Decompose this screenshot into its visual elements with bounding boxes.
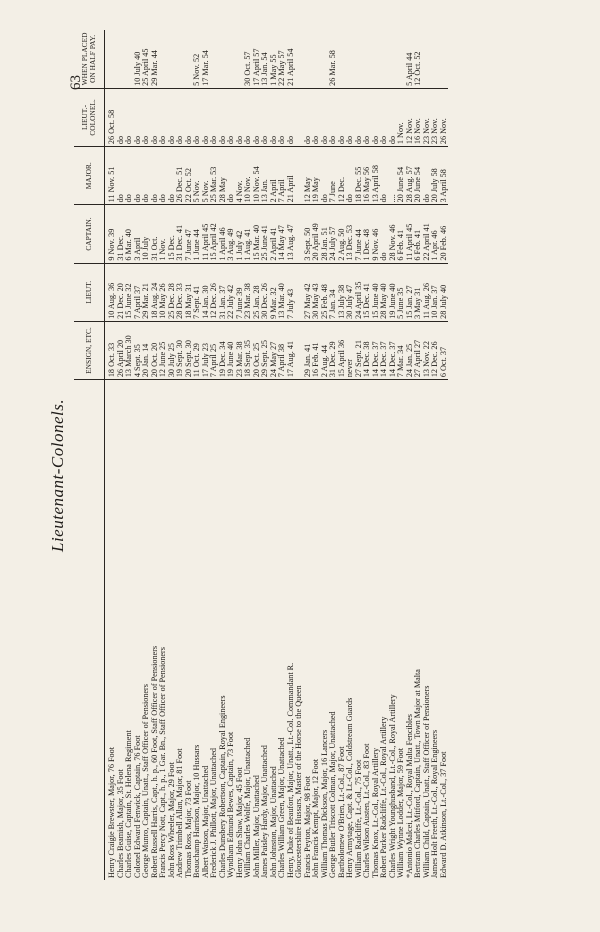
date-major: 26 Dec. 51 xyxy=(176,147,185,205)
date-halfpay xyxy=(389,30,398,88)
date-major: 25 Mar. 53 xyxy=(210,147,219,205)
officer-name: Colonel Edward Fenwick, Captain, 76 Foot xyxy=(132,735,142,878)
date-major: 4 Nov. xyxy=(236,147,245,205)
col-header-officer xyxy=(74,380,105,880)
date-halfpay xyxy=(117,30,126,88)
date-ensign: 14 Dec. 37 xyxy=(389,321,398,379)
officer-name-cell xyxy=(440,380,449,880)
date-captain: 31 Dec. 41 xyxy=(176,205,185,263)
date-captain: 9 Nov. 39 xyxy=(105,205,117,263)
date-major: 5 Nov. xyxy=(202,147,211,205)
date-halfpay: 26 Mar. 58 xyxy=(329,30,338,88)
date-ltcol: do xyxy=(193,88,202,146)
date-ltcol: do xyxy=(355,88,364,146)
table-row xyxy=(244,30,253,880)
date-ltcol: 16 Nov. xyxy=(414,88,423,146)
table-body xyxy=(105,30,449,880)
date-halfpay xyxy=(380,30,389,88)
date-ltcol: do xyxy=(151,88,160,146)
date-ensign: 24 Jan. 25 xyxy=(406,321,415,379)
date-major: 12 Dec. xyxy=(338,147,347,205)
date-ltcol: do xyxy=(346,88,355,146)
date-ltcol: do xyxy=(312,88,321,146)
date-major: 28 Aug. 57 xyxy=(406,147,415,205)
date-ensign: 29 Sept. 25 xyxy=(261,321,270,379)
date-captain: 7 June 44 xyxy=(355,205,364,263)
officer-name: Beauchamp Harrison, Major, 10 Hussars xyxy=(192,744,202,878)
table-row xyxy=(346,30,355,880)
date-lieut: 7 Jan. 34 xyxy=(329,263,338,321)
date-major: 12 May xyxy=(304,147,313,205)
date-halfpay xyxy=(372,30,381,88)
date-captain: 11 April 45 xyxy=(406,205,415,263)
date-ensign: 20 Oct. 25 xyxy=(253,321,262,379)
date-halfpay xyxy=(423,30,432,88)
date-ltcol: do xyxy=(380,88,389,146)
date-major: do xyxy=(423,147,432,205)
date-ensign: 6 Oct. 37 xyxy=(440,321,449,379)
date-major: 20 June 54 xyxy=(397,147,406,205)
date-captain: 31 Dec. xyxy=(117,205,126,263)
date-ensign: 20 Jan. 14 xyxy=(142,321,151,379)
col-header-lieut: LIEUT. xyxy=(74,263,105,321)
date-halfpay xyxy=(431,30,440,88)
date-ensign: 26 April 20 xyxy=(117,321,126,379)
officer-name: George Butler Triscott Colman, Major, Unattached xyxy=(328,711,338,878)
date-ltcol: do xyxy=(117,88,126,146)
date-lieut: 13 Mar. 40 xyxy=(278,263,287,321)
table-row xyxy=(227,30,236,880)
date-captain: 31 Oct. xyxy=(151,205,160,263)
date-ltcol: do xyxy=(134,88,143,146)
date-captain: do xyxy=(380,205,389,263)
date-captain: 3 April xyxy=(134,205,143,263)
date-ensign: 29 Jan. 41 xyxy=(304,321,313,379)
date-captain: 11 April 45 xyxy=(202,205,211,263)
date-ensign: 24 May 27 xyxy=(270,321,279,379)
date-ensign: 7 April 25 xyxy=(210,321,219,379)
date-captain: 13 Aug. 47 xyxy=(287,205,296,263)
date-ensign: 14 Dec. 37 xyxy=(372,321,381,379)
date-ensign: 15 April 36 xyxy=(338,321,347,379)
date-lieut: 30 Dec. 26 xyxy=(261,263,270,321)
officer-name: Thomas Knox, Lt.-Col., Royal Artillery xyxy=(370,747,380,878)
date-major: do xyxy=(125,147,134,205)
date-ensign: 30 July 25 xyxy=(168,321,177,379)
date-lieut: 25 Jan. 28 xyxy=(253,263,262,321)
date-lieut: 10 May 26 xyxy=(159,263,168,321)
date-lieut: 9 Mar. 32 xyxy=(270,263,279,321)
date-captain: 14 May 47 xyxy=(278,205,287,263)
date-major: 28 May xyxy=(219,147,228,205)
date-halfpay xyxy=(210,30,219,88)
date-major: do xyxy=(151,147,160,205)
date-major: 16 May 56 xyxy=(363,147,372,205)
date-major: 10 Nov. 54 xyxy=(253,147,262,205)
date-lieut: 7 July 43 xyxy=(287,263,296,321)
date-lieut: 30 July 47 xyxy=(346,263,355,321)
officer-name: Charles Wilson Austen, Lt.-Col., 83 Foot xyxy=(362,743,372,878)
table-row xyxy=(440,30,449,880)
date-halfpay: 1 May 55 xyxy=(270,30,279,88)
date-halfpay xyxy=(440,30,449,88)
date-major: do xyxy=(142,147,151,205)
date-major: .... xyxy=(389,147,398,205)
date-halfpay xyxy=(304,30,313,88)
officer-name: George Munro, Captain, Unatt., Staff Officer of Pensioners xyxy=(141,684,151,878)
date-captain: 1 July 42 xyxy=(236,205,245,263)
date-ltcol: do xyxy=(389,88,398,146)
date-lieut: 11 Aug. 26 xyxy=(423,263,432,321)
officer-name: Francis Peyton, Major, 98 Foot xyxy=(302,775,312,878)
officer-name: William Thomas Dickson, Major, 16 Lancers xyxy=(319,729,329,878)
date-captain: 3 Sept. 50 xyxy=(304,205,313,263)
officer-name: Robert Russell Harris, Capt., h. p., 60 Foot, Staff Officer of Pensioners xyxy=(149,645,159,878)
date-lieut: 28 May 40 xyxy=(380,263,389,321)
date-lieut: 10 Aug. 36 xyxy=(105,263,117,321)
table-row xyxy=(105,30,117,880)
date-major: 10 Nov. xyxy=(244,147,253,205)
officer-name: Henry Armytage, Capt. & Lt.-Col., Coldstream Guards xyxy=(345,697,355,878)
col-header-major: MAJOR. xyxy=(74,147,105,205)
date-captain: 1 Apr. 46 xyxy=(431,205,440,263)
date-captain: 6 Feb. 41 xyxy=(414,205,423,263)
date-ltcol: do xyxy=(363,88,372,146)
date-halfpay xyxy=(363,30,372,88)
table-row xyxy=(304,30,313,880)
officer-name: John Johnston, Major, Unattached xyxy=(268,766,278,878)
officer-name: Edward D. Atkinson, Lt.-Col., 37 Foot xyxy=(438,751,448,878)
date-lieut: 30 May 43 xyxy=(312,263,321,321)
date-ltcol: do xyxy=(321,88,330,146)
date-halfpay xyxy=(295,30,304,88)
date-captain: 9 Nov. 46 xyxy=(372,205,381,263)
date-lieut: 18 May 31 xyxy=(185,263,194,321)
date-captain: 25 June 41 xyxy=(261,205,270,263)
date-ltcol: do xyxy=(236,88,245,146)
date-ltcol: do xyxy=(270,88,279,146)
officer-name: Thomas Ross, Major, 73 Foot xyxy=(183,780,193,878)
officer-name: Bartholomew O'Brien, Lt.-Col., 87 Foot xyxy=(336,746,346,878)
date-lieut: 14 Jan. 30 xyxy=(202,263,211,321)
date-lieut: 18 Aug. 24 xyxy=(151,263,160,321)
date-ensign: 7 April 38 xyxy=(278,321,287,379)
date-halfpay: 10 July 40 xyxy=(134,30,143,88)
date-lieut: 10 Jan. 37 xyxy=(431,263,440,321)
date-lieut: 25 Dec. 28 xyxy=(168,263,177,321)
officer-name: Frederick J. Phillott, Major, Unattached xyxy=(209,748,219,878)
date-captain: 1 Aug. 41 xyxy=(244,205,253,263)
date-lieut: 13 July 38 xyxy=(338,263,347,321)
officer-table xyxy=(74,30,448,880)
date-captain: 15 Dec. xyxy=(168,205,177,263)
date-lieut: 15 June 32 xyxy=(125,263,134,321)
date-ensign: 20 Oct. 20 xyxy=(151,321,160,379)
date-ensign: 27 April 27 xyxy=(414,321,423,379)
date-lieut: 7 June 39 xyxy=(236,263,245,321)
date-lieut: 21 Dec. 20 xyxy=(117,263,126,321)
date-ltcol: do xyxy=(253,88,262,146)
date-major: 22 Oct. 52 xyxy=(185,147,194,205)
date-major: 19 May xyxy=(312,147,321,205)
date-lieut: 22 July 42 xyxy=(227,263,236,321)
date-ensign: 18 Oct. 33 xyxy=(105,321,117,379)
date-major: 3 April 58 xyxy=(440,147,449,205)
date-captain: 13 Dec. 53 xyxy=(346,205,355,263)
date-halfpay xyxy=(338,30,347,88)
date-captain: 1 June 44 xyxy=(193,205,202,263)
date-ensign: 2 Aug. 44 xyxy=(321,321,330,379)
date-captain: 22 April 41 xyxy=(423,205,432,263)
officer-name: Henry Craigie Brewster, Major, 76 Foot xyxy=(107,747,117,878)
date-halfpay: 12 Oct. 52 xyxy=(414,30,423,88)
date-lieut: 5 June 35 xyxy=(397,263,406,321)
date-ensign: 16 Feb. 41 xyxy=(312,321,321,379)
officer-name: Francis Percy Nott, Capt., h. p., 1 Gar. Bn., Staff Officer of Pensioners xyxy=(158,647,168,878)
date-lieut: 28 Dec. 33 xyxy=(176,263,185,321)
date-ensign: 13 Nov. 22 xyxy=(423,321,432,379)
officer-name: John Ross Wheeler, Major, 29 Foot xyxy=(166,762,176,878)
date-lieut: 15 June 40 xyxy=(372,263,381,321)
date-ensign: 12 Dec. 26 xyxy=(431,321,440,379)
date-ensign: 18 Sept. 35 xyxy=(244,321,253,379)
date-halfpay: 13 Jan. 54 xyxy=(261,30,270,88)
col-header-ensign: ENSIGN, ETC. xyxy=(74,321,105,379)
date-halfpay: 29 Mar. 44 xyxy=(151,30,160,88)
officer-name: Bertram Charles Mitford, Captain, Unatt., Town Major at Malta xyxy=(413,669,423,878)
officer-name: James Paisley Hardy, Major, Unattached xyxy=(260,745,270,878)
page-number: 63 xyxy=(68,75,84,90)
date-major: 7 June xyxy=(329,147,338,205)
date-ensign: 14 Dec. 37 xyxy=(380,321,389,379)
date-lieut: 24 April 35 xyxy=(355,263,364,321)
table-row xyxy=(176,30,185,880)
date-halfpay xyxy=(168,30,177,88)
officer-name: Gloucestershire Hussars, Master of the Horse to the Queen xyxy=(294,685,304,878)
date-major: 2 April xyxy=(270,147,279,205)
date-captain: 2 April 41 xyxy=(270,205,279,263)
date-lieut: 23 Mar. 38 xyxy=(244,263,253,321)
officer-name: Wyndham Edmund Bewes, Captain, 73 Foot xyxy=(226,731,236,878)
date-ensign: 12 June 25 xyxy=(159,321,168,379)
officer-name: Robert Parker Radcliffe, Lt.-Col., Royal Artillery xyxy=(379,716,389,878)
officer-name: James Holt Freeth, Lt.-Col., Royal Engineers xyxy=(430,729,440,878)
officer-name: John Miller, Major, Unattached xyxy=(251,775,261,878)
officer-name: William Child, Captain, Unatt., Staff Officer of Pensioners xyxy=(421,685,431,878)
date-ltcol: do xyxy=(261,88,270,146)
officer-name: Charles Dunsbery Robertson, Captain, Royal Engineers xyxy=(217,695,227,878)
table-header-row xyxy=(74,30,105,880)
date-ltcol: 23 Nov. xyxy=(431,88,440,146)
officer-name: Henry John Shaw, Major, 45 Foot xyxy=(234,767,244,878)
date-captain: 15 Mar. 40 xyxy=(253,205,262,263)
date-captain: 20 April 49 xyxy=(312,205,321,263)
date-captain: 28 Jan. 51 xyxy=(321,205,330,263)
date-halfpay: 5 April 44 xyxy=(406,30,415,88)
date-major: do xyxy=(321,147,330,205)
date-captain: 28 Nov. 46 xyxy=(389,205,398,263)
date-captain: 15 April 42 xyxy=(210,205,219,263)
date-major: 20 July 58 xyxy=(431,147,440,205)
date-lieut: 28 July 40 xyxy=(440,263,449,321)
date-ltcol: do xyxy=(168,88,177,146)
date-ensign: 20 Sept. 30 xyxy=(185,321,194,379)
date-ensign: 19 June 40 xyxy=(227,321,236,379)
date-ltcol: 26 Nov. xyxy=(440,88,449,146)
date-lieut: 25 Feb. 48 xyxy=(321,263,330,321)
date-ensign: 14 Dec. 38 xyxy=(363,321,372,379)
date-ensign: 27 Sept. 21 xyxy=(355,321,364,379)
date-captain: 2 Aug. 50 xyxy=(338,205,347,263)
date-ensign: 17 July 23 xyxy=(202,321,211,379)
date-ensign: 17 Aug. 41 xyxy=(287,321,296,379)
date-major: 11 Nov. 51 xyxy=(105,147,117,205)
date-halfpay: 17 April 57 xyxy=(253,30,262,88)
table-row xyxy=(295,30,304,880)
date-major: 20 June 54 xyxy=(414,147,423,205)
date-major: do xyxy=(346,147,355,205)
date-ltcol: do xyxy=(338,88,347,146)
col-header-captain: CAPTAIN. xyxy=(74,205,105,263)
date-halfpay: 21 April 54 xyxy=(287,30,296,88)
date-ensign: 23 Mar. 38 xyxy=(236,321,245,379)
date-ltcol: do xyxy=(185,88,194,146)
date-halfpay xyxy=(159,30,168,88)
date-lieut: 19 June 40 xyxy=(389,263,398,321)
date-ltcol: do xyxy=(176,88,185,146)
officer-name: Charles Guise, Captain, St. Helena Regiment xyxy=(124,730,134,878)
date-major: do xyxy=(134,147,143,205)
date-ltcol: do xyxy=(244,88,253,146)
date-ltcol: do xyxy=(125,88,134,146)
date-halfpay: 25 April 45 xyxy=(142,30,151,88)
date-major: 7 April xyxy=(278,147,287,205)
date-major: 5 Nov. xyxy=(193,147,202,205)
date-major: 21 April xyxy=(287,147,296,205)
date-captain: 10 July xyxy=(142,205,151,263)
date-ltcol: do xyxy=(159,88,168,146)
officer-name: Charles Beamish, Major, 35 Foot xyxy=(115,769,125,878)
date-ltcol: do xyxy=(227,88,236,146)
officer-name: William Radcliffe, Lt.-Col., 75 Foot xyxy=(353,759,363,878)
date-halfpay xyxy=(227,30,236,88)
date-ltcol: do xyxy=(142,88,151,146)
col-header-ltcol: LIEUT.-COLONEL. xyxy=(74,88,105,146)
date-ltcol: 12 Nov. xyxy=(406,88,415,146)
officer-name: William Wynne Lodder, Major, 59 Foot xyxy=(396,747,406,878)
date-ltcol: 23 Nov. xyxy=(423,88,432,146)
date-major: do xyxy=(227,147,236,205)
date-captain: 7 June 47 xyxy=(185,205,194,263)
date-ensign: 7 Mar. 34 xyxy=(397,321,406,379)
officer-name: Henry, Duke of Beaufort, Major, Unatt., Lt.-Col. Commandant R. xyxy=(285,662,295,878)
date-lieut: 7 Sept. 41 xyxy=(193,263,202,321)
date-major: 18 Dec. 55 xyxy=(355,147,364,205)
date-halfpay: 22 May 57 xyxy=(278,30,287,88)
date-ltcol: do xyxy=(372,88,381,146)
date-captain: 3 Aug. 49 xyxy=(227,205,236,263)
date-captain: 6 Mar. 40 xyxy=(125,205,134,263)
officer-name: Andrew Trimbell Allan, Major, 81 Foot xyxy=(175,748,185,878)
date-ltcol: do xyxy=(219,88,228,146)
date-captain: 20 Feb. 46 xyxy=(440,205,449,263)
date-captain: 1 Nov. xyxy=(159,205,168,263)
date-ensign: 4 Sept. 35 xyxy=(134,321,143,379)
officer-name: John Francis Kempt, Major, 12 Foot xyxy=(311,758,321,878)
col-header-halfpay: WHEN PLACED ON HALF PAY. xyxy=(74,30,105,88)
officer-name: Charles Wright Younghusband, Lt.-Col., Royal Artillery xyxy=(387,694,397,878)
officer-name: Albert Watson, Major, Unattached xyxy=(200,765,210,878)
date-ltcol: do xyxy=(278,88,287,146)
date-captain: 1 Dec. 48 xyxy=(363,205,372,263)
date-ltcol: 26 Oct. 58 xyxy=(105,88,117,146)
date-lieut: 31 Jan. 37 xyxy=(219,263,228,321)
officer-name: Charles William Green, Major, Unattached xyxy=(277,737,287,878)
officer-name: William Charles Wolfe, Major, Unattached xyxy=(243,737,253,878)
date-ensign: never xyxy=(346,321,355,379)
table-row xyxy=(193,30,202,880)
date-ensign: 13 March 30 xyxy=(125,321,134,379)
date-lieut: 12 Dec. 26 xyxy=(210,263,219,321)
date-halfpay: 17 Mar. 54 xyxy=(202,30,211,88)
date-major: do xyxy=(159,147,168,205)
date-halfpay xyxy=(312,30,321,88)
date-ensign: 19 Sept. 30 xyxy=(176,321,185,379)
date-ltcol: do xyxy=(210,88,219,146)
date-lieut: 15 Jan. 27 xyxy=(406,263,415,321)
date-major: do xyxy=(168,147,177,205)
date-halfpay: 5 Nov. 52 xyxy=(193,30,202,88)
date-lieut: 7 April 37 xyxy=(134,263,143,321)
date-major: 13 April 58 xyxy=(372,147,381,205)
date-major: do xyxy=(117,147,126,205)
table-row xyxy=(261,30,270,880)
date-lieut: 15 Dec. 41 xyxy=(363,263,372,321)
date-major: do xyxy=(380,147,389,205)
date-ltcol: 1 Nov. xyxy=(397,88,406,146)
date-halfpay xyxy=(176,30,185,88)
date-captain: 24 July 57 xyxy=(329,205,338,263)
date-halfpay xyxy=(355,30,364,88)
date-ltcol: do xyxy=(329,88,338,146)
date-halfpay xyxy=(105,30,117,88)
date-ltcol: do xyxy=(202,88,211,146)
officer-name: *Antonio Malcei, Lt.-Col., Royal Malta Fencibles xyxy=(404,714,414,878)
date-halfpay xyxy=(219,30,228,88)
date-ltcol: do xyxy=(287,88,296,146)
date-lieut: 3 May 31 xyxy=(414,263,423,321)
date-ensign: 31 Dec. 29 xyxy=(329,321,338,379)
date-captain: 1 April 46 xyxy=(219,205,228,263)
date-major: 13 Jan. xyxy=(261,147,270,205)
table-row xyxy=(159,30,168,880)
date-halfpay xyxy=(346,30,355,88)
date-ltcol: do xyxy=(304,88,313,146)
date-ensign: 11 Oct. 29 xyxy=(193,321,202,379)
date-halfpay: 30 Oct. 57 xyxy=(244,30,253,88)
date-ensign: 19 Dec. 34 xyxy=(219,321,228,379)
date-lieut: 29 Mar. 21 xyxy=(142,263,151,321)
page-title: Lieutenant-Colonels. xyxy=(48,398,67,552)
date-captain: 6 Feb. 41 xyxy=(397,205,406,263)
date-lieut: 27 May 42 xyxy=(304,263,313,321)
